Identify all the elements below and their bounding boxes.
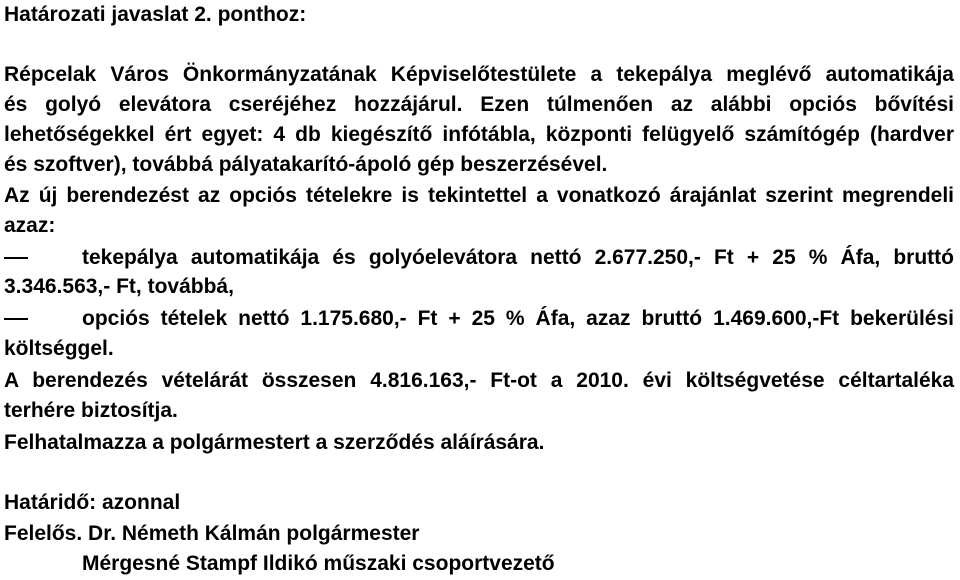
list-item-line: tekepálya automatikája és golyóelevátora nettó 2.677.250,- Ft + 25 % Áfa, bruttó [82,246,954,269]
paragraph-line: és szoftver), továbbá pályatakarító-ápoló gép beszerzésével. [4,153,608,176]
responsible-line-2: Mérgesné Stampf Ildikó műszaki csoportvezető [82,552,555,575]
responsible-line: Felelős. Dr. Németh Kálmán polgármester [4,522,420,545]
deadline-line: Határidő: azonnal [4,491,181,514]
paragraph-line: és golyó elevátora cseréjéhez hozzájárul. Ezen túlmenően az alábbi opciós bővítési [4,93,954,116]
paragraph-line: lehetőségekkel ért egyet: 4 db kiegészítő infótábla, központi felügyelő számítógép (hardver [4,123,954,146]
budget-line: A berendezés vételárát összesen 4.816.163,- Ft-ot a 2010. évi költségvetése céltartaléka [4,369,954,392]
paragraph-line: Répcelak Város Önkormányzatának Képviselőtestülete a tekepálya meglévő automatikája [4,63,954,86]
document-heading: Határozati javaslat 2. ponthoz: [4,3,307,26]
list-item-continuation: 3.346.563,- Ft, továbbá, [4,275,234,298]
budget-line: terhére biztosítja. [4,399,178,422]
list-item-continuation: költséggel. [4,337,114,360]
list-bullet-dash [4,318,28,320]
paragraph-line: azaz: [4,214,56,237]
paragraph-line: Az új berendezést az opciós tételekre is tekintettel a vonatkozó árajánlat szerint megrendeli [4,184,954,207]
list-bullet-dash [4,257,28,259]
authorization-line: Felhatalmazza a polgármestert a szerződés aláírására. [4,431,545,454]
list-item-line: opciós tételek nettó 1.175.680,- Ft + 25 % Áfa, azaz bruttó 1.469.600,-Ft bekerülési [82,307,954,330]
